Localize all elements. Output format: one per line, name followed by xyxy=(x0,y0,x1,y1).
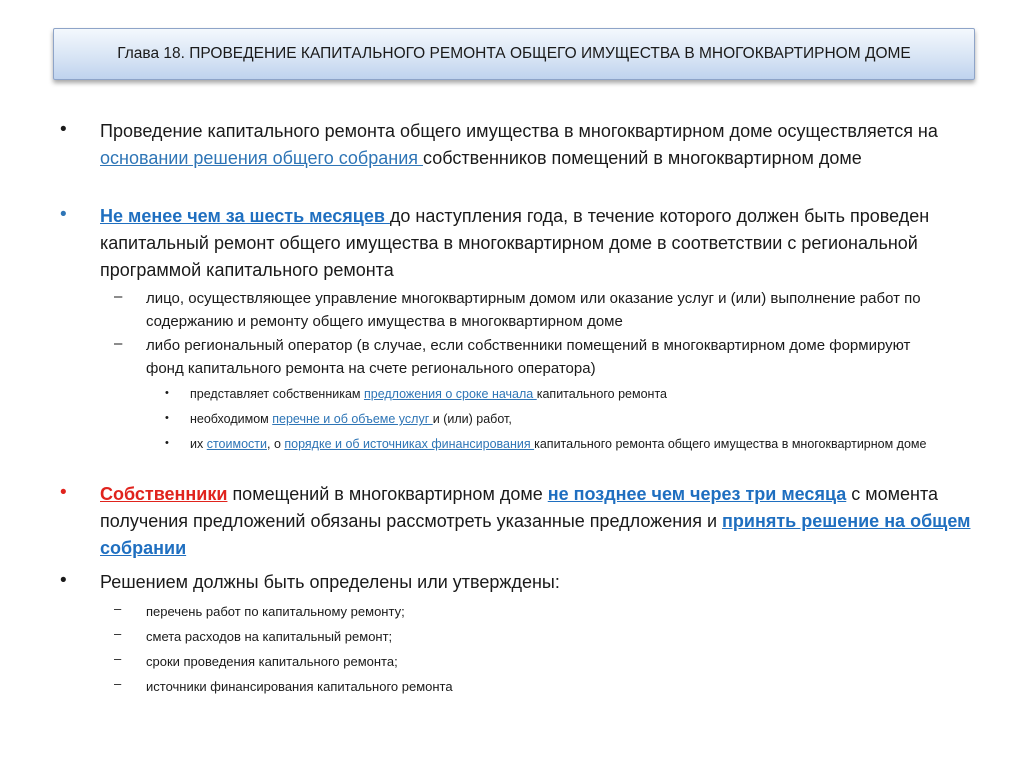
list-item: смета расходов на капитальный ремонт; xyxy=(146,629,393,644)
bullet-marker: • xyxy=(60,204,67,225)
bullet-marker: • xyxy=(60,119,67,140)
subsub-item: необходимом перечне и об объеме услуг и (или) работ, xyxy=(190,412,512,426)
dash-marker: – xyxy=(114,651,122,666)
link-meeting-decision[interactable]: основании решения общего собрания xyxy=(100,148,424,168)
dash-marker: – xyxy=(114,676,122,691)
subsub-marker: • xyxy=(165,412,169,424)
subsub-marker: • xyxy=(165,387,169,399)
bullet-1-text: Проведение капитального ремонта общего имущества в многоквартирном доме осуществляется на основании решения общего собрания собственников помещений в многоквартирном доме xyxy=(100,121,938,168)
link-six-months[interactable]: Не менее чем за шесть месяцев xyxy=(100,206,390,226)
dash-marker: – xyxy=(114,626,122,641)
list-item: источники финансирования капитального ремонта xyxy=(146,679,453,694)
list-item: перечень работ по капитальному ремонту; xyxy=(146,604,405,619)
subsub-item: их стоимости, о порядке и об источниках финансирования капитального ремонта общего имущества в многоквартирном доме xyxy=(190,437,927,451)
link-financing[interactable]: порядке и об источниках финансирования xyxy=(284,437,535,451)
subsub-marker: • xyxy=(165,437,169,449)
dash-marker: – xyxy=(114,288,123,305)
list-item: сроки проведения капитального ремонта; xyxy=(146,654,398,669)
link-general-meeting[interactable]: принять решение на общем собрании xyxy=(100,511,971,558)
bullet-3-text: Собственники помещений в многоквартирном доме не позднее чем через три месяца с момента получения предложений обязаны рассмотреть указанные предложения и принять решение на общем собрании xyxy=(100,484,971,558)
sub-item: либо региональный оператор (в случае, если собственники помещений в многоквартирном доме формируют фонд капитального ремонта на счете регионального оператора) xyxy=(146,337,911,377)
bullet-marker: • xyxy=(60,482,67,503)
link-start-proposal[interactable]: предложения о сроке начала xyxy=(363,387,537,401)
subsub-item: представляет собственникам предложения о сроке начала капитального ремонта xyxy=(190,387,667,401)
slide-title: Глава 18. ПРОВЕДЕНИЕ КАПИТАЛЬНОГО РЕМОНТА ОБЩЕГО ИМУЩЕСТВА В МНОГОКВАРТИРНОМ ДОМЕ xyxy=(117,45,911,62)
bullet-4-text: Решением должны быть определены или утверждены: xyxy=(100,572,560,592)
bullet-marker: • xyxy=(60,570,67,591)
slide-title-box xyxy=(53,28,975,80)
link-cost[interactable]: стоимости xyxy=(206,437,267,451)
dash-marker: – xyxy=(114,601,122,616)
sub-item: лицо, осуществляющее управление многоквартирным домом или оказание услуг и (или) выполнение работ по содержанию и ремонту общего имущества в многоквартирном доме xyxy=(146,290,921,330)
owners-highlight[interactable]: Собственники xyxy=(100,484,228,504)
link-services-list[interactable]: перечне и об объеме услуг xyxy=(272,412,433,426)
link-three-months[interactable]: не позднее чем через три месяца xyxy=(547,484,847,504)
bullet-2-text: Не менее чем за шесть месяцев до наступления года, в течение которого должен быть проведен капитальный ремонт общего имущества в многоквартирном доме в соответствии с региональной программой капитального ремонта xyxy=(100,206,930,280)
dash-marker: – xyxy=(114,335,123,352)
